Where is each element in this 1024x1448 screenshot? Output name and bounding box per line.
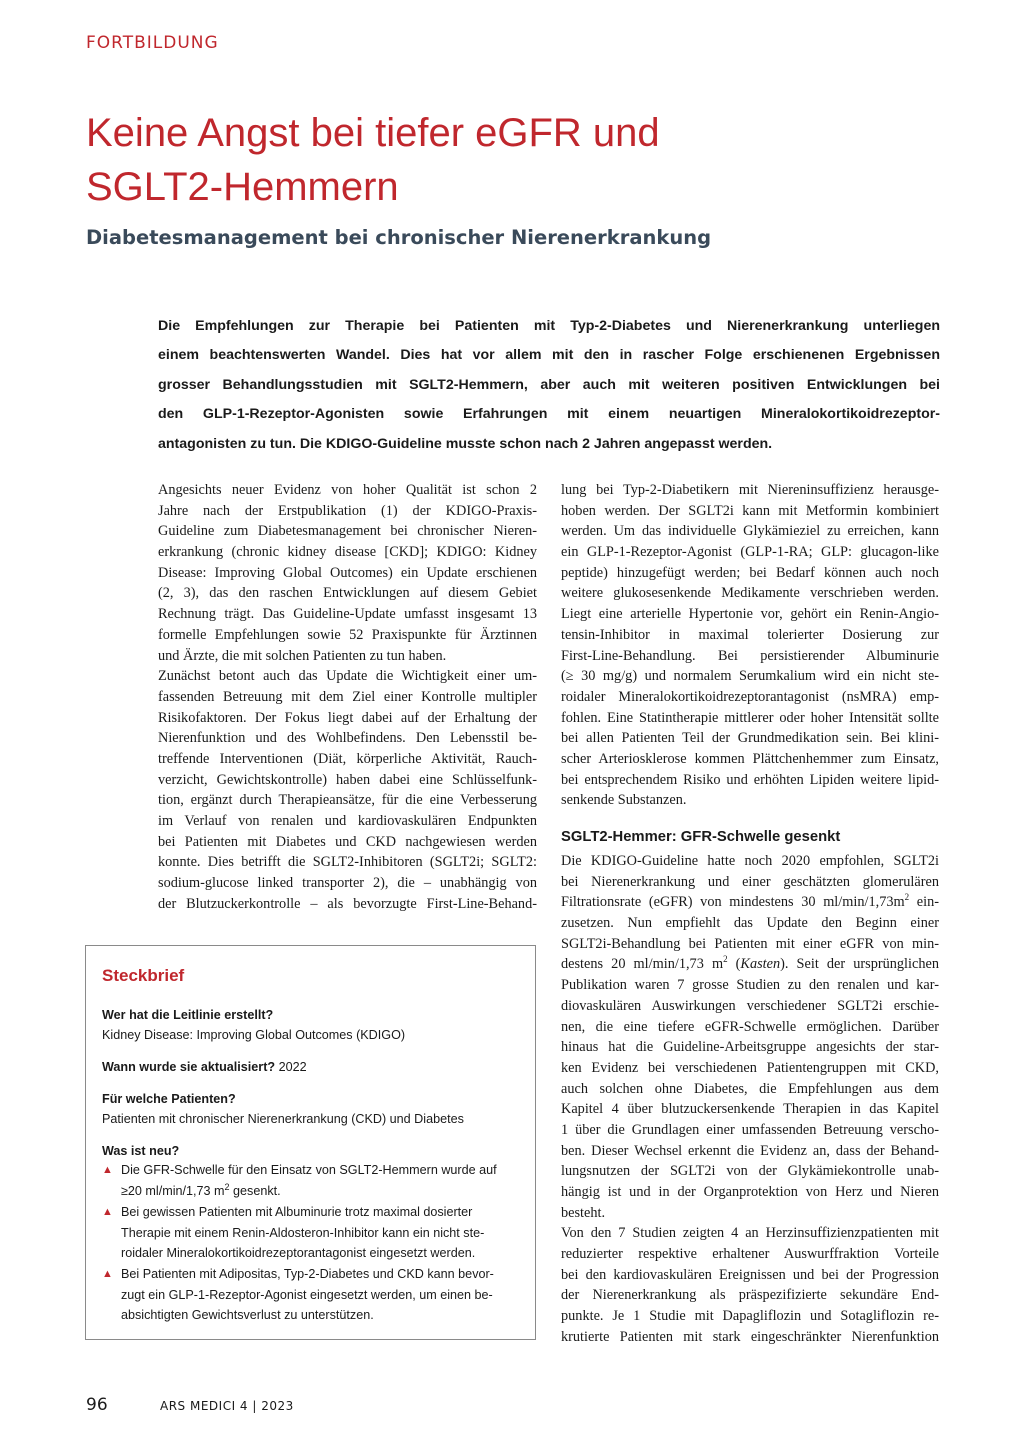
text-run: gesenkt.: [229, 1183, 281, 1198]
body-line: Kapitel 4 über blutzuckersenkende Therapien in das Kapitel: [561, 1101, 939, 1118]
superscript: 2: [723, 954, 728, 965]
body-line: hinaus hat die Guideline-Arbeitsgruppe angesichts der star-: [561, 1039, 939, 1056]
body-line: bei allen Patienten Teil der Grundmedikation sein. Bei klini-: [561, 730, 939, 747]
text-run: ). Seit der ursprünglichen: [780, 956, 939, 973]
body-line: Zunächst betont auch das Update die Wichtigkeit einer um-: [158, 668, 537, 685]
box-question: Was ist neu?: [102, 1144, 180, 1158]
triangle-bullet-icon: ▲: [102, 1164, 113, 1176]
body-line: (≥ 30 mg/g) und normalem Serumkalium wird ein nicht ste-: [561, 668, 939, 685]
body-line: bei Nierenerkrankung und einer geschätzten glomerulären: [561, 873, 939, 890]
body-line: tion, ergänzt durch Therapieansätze, für die eine Verbesserung: [158, 792, 537, 809]
body-line: zusetzen. Nun empfiehlt das Update den Beginn einer: [561, 915, 939, 932]
body-line: der Nierenerkrankung als präspezifizierte sekundäre End-: [561, 1287, 939, 1304]
body-line: reduzierter respektive erhaltener Auswurffraktion Vorteile: [561, 1246, 939, 1263]
body-line: nen, die eine tiefere eGFR-Schwelle ermöglichen. Darüber: [561, 1018, 939, 1035]
lead-line: den GLP-1-Rezeptor-Agonisten sowie Erfahrungen mit einem neuartigen Mineralokortikoidrezeptor-: [158, 406, 940, 423]
body-line: weitere glukosesenkende Medikamente verschrieben werden.: [561, 585, 939, 602]
body-line: fohlen. Eine Statintherapie mittlerer oder hoher Intensität sollte: [561, 709, 939, 726]
body-line: konnte. Dies betrifft die SGLT2-Inhibitoren (SGLT2i; SGLT2:: [158, 854, 537, 871]
body-column-right-bottom: [561, 851, 939, 1348]
body-line: Liegt eine arterielle Hypertonie vor, gehört ein Renin-Angio-: [561, 606, 939, 623]
bullet-line: absichtigten Gewichtsverlust zu unterstützen.: [121, 1308, 374, 1322]
page-number: 96: [86, 1395, 108, 1415]
body-line: senkende Substanzen.: [561, 792, 687, 809]
lead-line: einem beachtenswerten Wandel. Dies hat vor allem mit den in rascher Folge erschienenen Ergebnissen: [158, 347, 940, 364]
body-line: verzicht, Gewichtskontrolle) haben dabei eine Schlüsselfunk-: [158, 771, 537, 788]
body-line: Guideline zum Diabetesmanagement bei chronischer Nieren-: [158, 523, 537, 540]
text-run: destens 20 ml/min/1,73 m: [561, 956, 724, 973]
article-title: [86, 106, 966, 214]
box-question-text: Wann wurde sie aktualisiert?: [102, 1060, 276, 1074]
body-line: bei Patienten mit Diabetes und CKD nachgewiesen werden: [158, 833, 537, 850]
body-line: der Blutzuckerkontrolle – als bevorzugte First-Line-Behand-: [158, 895, 537, 912]
body-line: Von den 7 Studien zeigten 4 an Herzinsuffizienzpatienten mit: [561, 1225, 939, 1242]
title-line-2: SGLT2-Hemmern: [86, 165, 399, 209]
box-reference: Kasten: [740, 956, 781, 973]
body-line: formelle Empfehlungen sowie 52 Praxispunkte für Ärztinnen: [158, 626, 537, 643]
body-line: lungsnutzen der SGLT2i von der Glykämiekontrolle unab-: [561, 1163, 939, 1180]
lead-paragraph: [158, 312, 940, 459]
body-line: ben. Dieser Wechsel erkennt die Evidenz an, dass der Behand-: [561, 1142, 939, 1159]
body-line: ken Evidenz bei verschiedenen Patientengruppen mit CKD,: [561, 1059, 939, 1076]
superscript: 2: [224, 1181, 230, 1192]
lead-line: Die Empfehlungen zur Therapie bei Patienten mit Typ-2-Diabetes und Nierenerkrankung unterliegen: [158, 318, 940, 334]
body-line: hängig ist und in der Organprotektion von Herz und Nieren: [561, 1184, 939, 1200]
body-line: Nierenfunktion und des Wohlbefindens. Den Lebensstil be-: [158, 730, 537, 747]
body-line: lung bei Typ-2-Diabetikern mit Niereninsuffizienz herausge-: [561, 482, 939, 498]
superscript: 2: [904, 892, 910, 903]
body-line: [561, 892, 939, 913]
box-question: Wer hat die Leitlinie erstellt?: [102, 1008, 274, 1022]
box-title: Steckbrief: [102, 966, 185, 985]
text-run: ein-: [909, 894, 939, 911]
bullet-line: Bei gewissen Patienten mit Albuminurie trotz maximal dosierter: [121, 1205, 473, 1219]
body-line: werden. Um das individuelle Glykämieziel zu erreichen, kann: [561, 523, 939, 540]
box-bullet-text: [121, 1202, 521, 1264]
triangle-bullet-icon: ▲: [102, 1268, 113, 1280]
box-answer: 2022: [275, 1060, 307, 1074]
body-line: 1 über die Grundlagen einer umfassenden Betreuung verscho-: [561, 1121, 939, 1138]
body-line: sodium-glucose linked transporter 2), die – unabhängig von: [158, 875, 537, 892]
section-label: FORTBILDUNG: [86, 33, 219, 53]
body-line: treffende Interventionen (Diät, körperliche Aktivität, Rauch-: [158, 750, 537, 767]
body-line: Publikation waren 7 grosse Studien zu den renalen und kar-: [561, 977, 939, 994]
bullet-line: roidaler Mineralokortikoidrezeptorantagonist eingesetzt werden.: [121, 1246, 476, 1260]
body-line: [561, 954, 939, 975]
bullet-line: Bei Patienten mit Adipositas, Typ-2-Diabetes und CKD kann bevor-: [121, 1267, 494, 1281]
body-line: Die KDIGO-Guideline hatte noch 2020 empfohlen, SGLT2i: [561, 853, 939, 869]
body-line: diovaskulären Auswirkungen verschiedener SGLT2i erschie-: [561, 997, 939, 1014]
box-answer: Patienten mit chronischer Nierenerkrankung (CKD) und Diabetes: [102, 1112, 464, 1126]
body-line: krutierte Patienten mit stark eingeschränkter Nierenfunktion: [561, 1328, 939, 1345]
body-line: und Ärzte, die mit solchen Patienten zu tun haben.: [158, 647, 447, 664]
bullet-line: Therapie mit einem Renin-Aldosteron-Inhibitor kann ein nicht ste-: [121, 1225, 485, 1240]
bullet-line: zugt ein GLP-1-Rezeptor-Agonist eingesetzt werden, um einen be-: [121, 1287, 493, 1302]
body-line: bei den kardiovaskulären Ereignissen und bei der Progression: [561, 1266, 939, 1283]
box-question: Für welche Patienten?: [102, 1092, 236, 1106]
lead-line: grosser Behandlungsstudien mit SGLT2-Hemmern, aber auch mit weiteren positiven Entwicklungen bei: [158, 376, 940, 393]
body-line: auch solchen ohne Diabetes, die Empfehlungen aus dem: [561, 1080, 939, 1097]
body-line: fassenden Betreuung mit dem Ziel einer Kontrolle multipler: [158, 688, 537, 705]
section-heading: SGLT2-Hemmer: GFR-Schwelle gesenkt: [561, 829, 841, 845]
article-subtitle: Diabetesmanagement bei chronischer Nierenerkrankung: [86, 226, 712, 249]
lead-line: antagonisten zu tun. Die KDIGO-Guideline musste schon nach 2 Jahren angepasst werden.: [158, 435, 773, 452]
text-run: Filtrationsrate (eGFR) von mindestens 30 ml/min/1,73m: [561, 894, 905, 911]
body-line: scher Arteriosklerose kommen Plättchenhemmer zum Einsatz,: [561, 750, 939, 767]
body-line: peptide) hinzugefügt werden; bei Bedarf können auch noch: [561, 564, 939, 581]
body-line: Rechnung trägt. Das Guideline-Update umfasst insgesamt 13: [158, 606, 537, 623]
box-question: [102, 1060, 307, 1074]
body-line: Jahre nach der Erstpublikation (1) der KDIGO-Praxis-: [158, 502, 537, 519]
body-line: hoben werden. Der SGLT2i kann mit Metformin kombiniert: [561, 502, 939, 519]
body-line: First-Line-Behandlung. Bei persistierender Albuminurie: [561, 647, 939, 664]
box-bullet-text: [121, 1264, 521, 1326]
body-line: SGLT2i-Behandlung bei Patienten mit einer eGFR von min-: [561, 935, 939, 952]
bullet-line: [121, 1181, 521, 1202]
bullet-line: Die GFR-Schwelle für den Einsatz von SGLT2-Hemmern wurde auf: [121, 1163, 497, 1177]
body-line: bei entsprechendem Risiko und erhöhten Lipiden weitere lipid-: [561, 771, 939, 788]
body-line: Angesichts neuer Evidenz von hoher Qualität ist schon 2: [158, 482, 537, 498]
body-line: roidaler Mineralokortikoidrezeptorantagonist (nsMRA) emp-: [561, 688, 939, 705]
body-line: erkrankung (chronic kidney disease [CKD]; KDIGO: Kidney: [158, 544, 537, 561]
box-bullet-text: [121, 1160, 521, 1201]
body-line: besteht.: [561, 1204, 606, 1221]
body-line: punkte. Je 1 Studie mit Dapagliflozin und Sotagliflozin re-: [561, 1308, 939, 1325]
body-line: Risikofaktoren. Der Fokus liegt dabei auf der Erhaltung der: [158, 709, 537, 726]
body-line: im Verlauf von renalen und kardiovaskulären Endpunkten: [158, 813, 537, 829]
body-line: Disease: Improving Global Outcomes) ein Update erschienen: [158, 564, 537, 581]
body-column-right-top: [561, 480, 939, 811]
body-line: (2, 3), das den raschen Entwicklungen auf diesem Gebiet: [158, 585, 537, 602]
triangle-bullet-icon: ▲: [102, 1206, 113, 1218]
body-line: ein GLP-1-Rezeptor-Agonist (GLP-1-RA; GLP: glucagon-like: [561, 544, 939, 561]
journal-footer: ARS MEDICI 4 | 2023: [160, 1399, 294, 1413]
title-line-1: Keine Angst bei tiefer eGFR und: [86, 111, 660, 155]
text-run: ≥20 ml/min/1,73 m: [121, 1183, 225, 1198]
body-line: tensin-Inhibitor in maximal tolerierter Dosierung zur: [561, 626, 939, 643]
steckbrief-box: [85, 945, 536, 1340]
box-answer: Kidney Disease: Improving Global Outcomes (KDIGO): [102, 1028, 406, 1042]
body-column-left: [158, 480, 537, 914]
text-run: (: [727, 956, 741, 973]
